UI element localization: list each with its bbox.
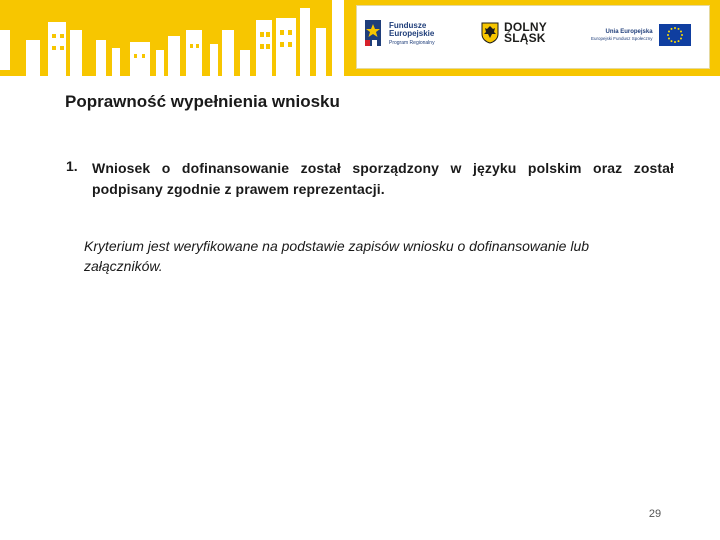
page-number: 29: [648, 508, 662, 520]
eagle-shield-icon: [481, 22, 499, 44]
criterion-note: Kryterium jest weryfikowane na podstawie zapisów wniosku o dofinansowanie lub załączników.: [84, 238, 590, 274]
fundusze-line2: Europejskie: [389, 29, 435, 39]
unia-europejska-logo: [591, 24, 691, 46]
fundusze-star-icon: [363, 18, 385, 50]
eu-flag-icon: [659, 24, 691, 46]
logo-bar: [356, 5, 710, 69]
unia-line1: Unia Europejska: [605, 28, 653, 35]
fundusze-europejskie-logo: [363, 18, 435, 50]
fundusze-line1: Fundusze: [389, 20, 427, 30]
unia-line2: Europejski Fundusz Społeczny: [591, 35, 653, 41]
slide-title: Poprawność wypełnienia wniosku: [65, 92, 340, 111]
fundusze-line3: Program Regionalny: [389, 39, 435, 46]
criterion-item: [66, 158, 674, 200]
item-text: Wniosek o dofinansowanie został sporządzony w języku polskim oraz został podpisany zgodnie z prawem reprezentacji.: [92, 160, 674, 197]
item-number: 1.: [66, 158, 78, 174]
dolny-slask-line1: DOLNY: [504, 20, 547, 34]
dolny-slask-line2: ŚLĄSK: [504, 31, 546, 46]
dolny-slask-logo: [481, 22, 547, 45]
